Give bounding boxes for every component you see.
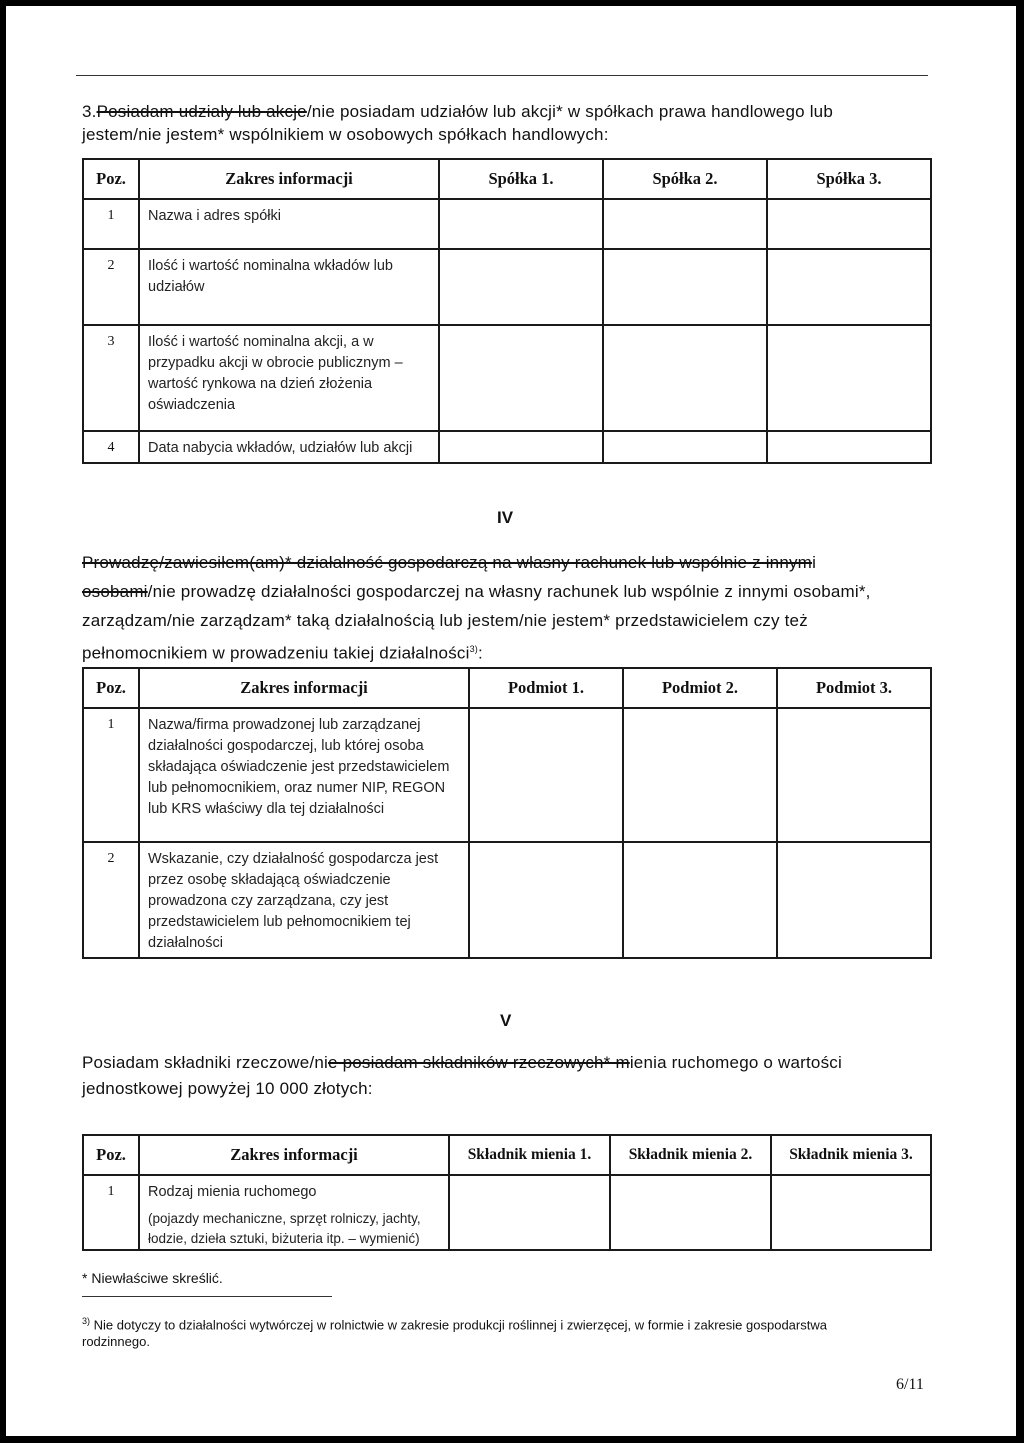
top-rule xyxy=(76,75,928,76)
header-col2: Podmiot 2. xyxy=(623,668,777,708)
business-table xyxy=(82,667,932,959)
input-cell[interactable] xyxy=(439,325,603,431)
input-cell[interactable] xyxy=(610,1175,771,1250)
input-cell[interactable] xyxy=(767,431,931,463)
header-poz: Poz. xyxy=(83,1135,139,1175)
table-row: 1 Rodzaj mienia ruchomego (pojazdy mechaniczne, sprzęt rolniczy, jachty, łodzie, dzieła sztuki, biżuteria itp. – wymienić) xyxy=(83,1175,931,1250)
page-number: 6/11 xyxy=(896,1376,924,1393)
shares-table xyxy=(82,158,932,464)
strike-note: * Niewłaściwe skreślić. xyxy=(82,1270,223,1286)
input-cell[interactable] xyxy=(777,842,931,958)
input-cell[interactable] xyxy=(623,842,777,958)
table-row: 2 Wskazanie, czy działalność gospodarcza jest przez osobę składającą oświadczenie prowadzona czy zarządzana, czy jest przedstawicielem lub pełnomocnikiem tej działalności xyxy=(83,842,931,958)
section4-line4: pełnomocnikiem w prowadzeniu takiej działalności$^{3)}$: xyxy=(82,643,483,663)
input-cell[interactable] xyxy=(439,249,603,325)
footnote: $^{3)}$ Nie dotyczy to działalności wytwórczej w rolnictwie w zakresie produkcji roślinnej i zwierzęcej, w formie i zakresie gospodarstwa rodzinnego. xyxy=(82,1316,827,1350)
input-cell[interactable] xyxy=(449,1175,610,1250)
header-col2: Składnik mienia 2. xyxy=(610,1135,771,1175)
header-poz: Poz. xyxy=(83,668,139,708)
movable-type-label: Rodzaj mienia ruchomego xyxy=(148,1184,317,1200)
input-cell[interactable] xyxy=(767,199,931,249)
input-cell[interactable] xyxy=(603,199,767,249)
header-col1: Spółka 1. xyxy=(439,159,603,199)
section3-paragraph xyxy=(82,100,942,146)
section4-paragraph xyxy=(82,548,942,668)
table-row: 4 Data nabycia wkładów, udziałów lub akcji xyxy=(83,431,931,463)
section5-title: V xyxy=(500,1011,512,1030)
section4-line1: Prowadzę/zawiesiłem(am)* działalność gospodarczą na własny rachunek lub wspólnie z innymi xyxy=(82,553,817,572)
footnote-rule xyxy=(82,1296,332,1297)
input-cell[interactable] xyxy=(767,325,931,431)
input-cell[interactable] xyxy=(469,708,623,842)
section4-line3: zarządzam/nie zarządzam* taką działalnością lub jestem/nie jestem* przedstawicielem czy też xyxy=(82,611,808,630)
header-col1: Składnik mienia 1. xyxy=(449,1135,610,1175)
table-row: 3 Ilość i wartość nominalna akcji, a w przypadku akcji w obrocie publicznym – wartość rynkowa na dzień złożenia oświadczenia xyxy=(83,325,931,431)
input-cell[interactable] xyxy=(603,431,767,463)
section3-line2: jestem/nie jestem* wspólnikiem w osobowych spółkach handlowych: xyxy=(82,125,609,144)
table-row: 1 Nazwa/firma prowadzonej lub zarządzanej działalności gospodarczej, lub której osoba składająca oświadczenie jest przedstawicielem lub pełnomocnikiem, oraz numer NIP, REGON lub KRS właściwy dla tej działalności xyxy=(83,708,931,842)
header-col1: Podmiot 1. xyxy=(469,668,623,708)
table-header-row xyxy=(83,159,931,199)
section4-line2: osobami/nie prowadzę działalności gospodarczej na własny rachunek lub wspólnie z innymi osobami*, xyxy=(82,582,871,601)
header-col2: Spółka 2. xyxy=(603,159,767,199)
section5-line2: jednostkowej powyżej 10 000 złotych: xyxy=(82,1079,373,1098)
input-cell[interactable] xyxy=(771,1175,931,1250)
header-col3: Podmiot 3. xyxy=(777,668,931,708)
header-poz: Poz. xyxy=(83,159,139,199)
input-cell[interactable] xyxy=(623,708,777,842)
table-row: 2 Ilość i wartość nominalna wkładów lub udziałów xyxy=(83,249,931,325)
section3-line1: 3.Posiadam udziały lub akcje/nie posiadam udziałów lub akcji* w spółkach prawa handlowego lub xyxy=(82,102,833,121)
section4-title: IV xyxy=(497,508,514,527)
input-cell[interactable] xyxy=(603,325,767,431)
input-cell[interactable] xyxy=(767,249,931,325)
table-header-row xyxy=(83,668,931,708)
section3-struck-text: Posiadam udziały lub akcje xyxy=(96,102,307,121)
header-zakres: Zakres informacji xyxy=(139,668,469,708)
table-header-row xyxy=(83,1135,931,1175)
section5-paragraph xyxy=(82,1050,942,1102)
input-cell[interactable] xyxy=(439,199,603,249)
header-zakres: Zakres informacji xyxy=(139,159,439,199)
section5-line1: Posiadam składniki rzeczowe/nie posiadam składników rzeczowych* mienia ruchomego o wartości xyxy=(82,1053,842,1072)
input-cell[interactable] xyxy=(777,708,931,842)
movables-table xyxy=(82,1134,932,1251)
movable-type-hint: (pojazdy mechaniczne, sprzęt rolniczy, jachty, łodzie, dzieła sztuki, biżuteria itp. – wymienić) xyxy=(148,1211,421,1246)
header-col3: Składnik mienia 3. xyxy=(771,1135,931,1175)
input-cell[interactable] xyxy=(439,431,603,463)
input-cell[interactable] xyxy=(469,842,623,958)
header-col3: Spółka 3. xyxy=(767,159,931,199)
input-cell[interactable] xyxy=(603,249,767,325)
table-row: 1 Nazwa i adres spółki xyxy=(83,199,931,249)
header-zakres: Zakres informacji xyxy=(139,1135,449,1175)
